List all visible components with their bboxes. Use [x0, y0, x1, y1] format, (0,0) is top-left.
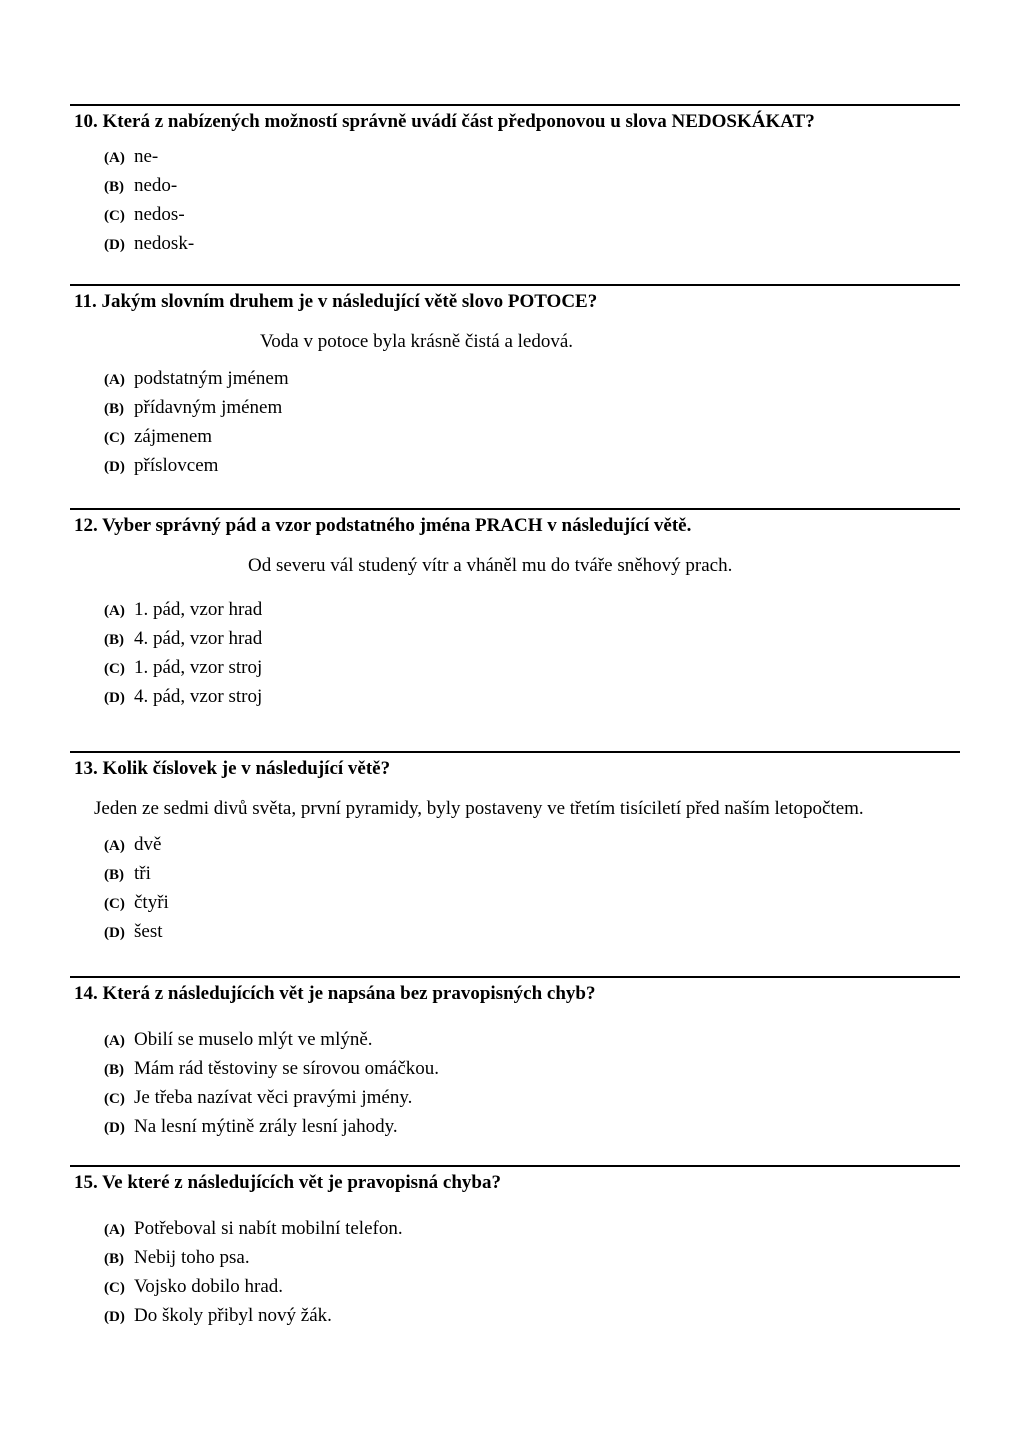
option-letter: (B)	[104, 1062, 124, 1078]
question-13	[70, 751, 960, 946]
option-text: nedos-	[134, 204, 185, 225]
option-list	[104, 364, 960, 480]
option-b[interactable]	[104, 1054, 960, 1083]
example-sentence: Od severu vál studený vítr a vháněl mu do tváře sněhový prach.	[248, 555, 733, 576]
option-text: šest	[134, 921, 163, 942]
option-list	[104, 142, 960, 258]
question-title: 10. Která z nabízených možností správně uvádí část předponovou u slova NEDOSKÁKAT?	[74, 111, 815, 132]
option-letter: (C)	[104, 1280, 125, 1296]
option-c[interactable]	[104, 200, 960, 229]
question-title: 12. Vyber správný pád a vzor podstatného jména PRACH v následující větě.	[74, 515, 692, 536]
option-d[interactable]	[104, 229, 960, 258]
question-title: 14. Která z následujících vět je napsána bez pravopisných chyb?	[74, 983, 596, 1004]
option-list	[104, 595, 960, 711]
option-text: Do školy přibyl nový žák.	[134, 1305, 332, 1326]
option-text: Potřeboval si nabít mobilní telefon.	[134, 1218, 403, 1239]
option-text: Vojsko dobilo hrad.	[134, 1276, 284, 1297]
option-c[interactable]	[104, 1272, 960, 1301]
question-11	[70, 284, 960, 480]
option-letter: (D)	[104, 459, 125, 475]
option-text: Mám rád těstoviny se sírovou omáčkou.	[134, 1058, 440, 1079]
option-letter: (B)	[104, 179, 124, 195]
option-text: příslovcem	[134, 455, 219, 476]
question-divider	[70, 284, 960, 286]
option-text: nedo-	[134, 175, 178, 196]
question-14	[70, 976, 960, 1141]
question-title: 13. Kolik číslovek je v následující větě?	[74, 758, 391, 779]
option-letter: (B)	[104, 401, 124, 417]
option-b[interactable]	[104, 624, 960, 653]
option-letter: (C)	[104, 896, 125, 912]
option-b[interactable]	[104, 859, 960, 888]
option-letter: (A)	[104, 1222, 125, 1238]
option-letter: (B)	[104, 632, 124, 648]
option-letter: (D)	[104, 690, 125, 706]
option-a[interactable]	[104, 364, 960, 393]
option-letter: (A)	[104, 150, 125, 166]
option-letter: (B)	[104, 1251, 124, 1267]
option-letter: (D)	[104, 925, 125, 941]
option-text: 1. pád, vzor stroj	[134, 657, 263, 678]
option-c[interactable]	[104, 422, 960, 451]
option-text: podstatným jménem	[134, 368, 289, 389]
option-c[interactable]	[104, 1083, 960, 1112]
option-letter: (D)	[104, 1309, 125, 1325]
option-letter: (C)	[104, 430, 125, 446]
option-text: čtyři	[134, 892, 169, 913]
option-text: 4. pád, vzor stroj	[134, 686, 263, 707]
option-letter: (A)	[104, 372, 125, 388]
question-10	[70, 104, 960, 258]
question-12	[70, 508, 960, 711]
option-letter: (D)	[104, 237, 125, 253]
option-a[interactable]	[104, 595, 960, 624]
option-text: ne-	[134, 146, 159, 167]
question-divider	[70, 104, 960, 106]
option-text: Nebij toho psa.	[134, 1247, 250, 1268]
option-a[interactable]	[104, 142, 960, 171]
option-list	[104, 1214, 960, 1330]
example-sentence: Jeden ze sedmi divů světa, první pyramidy, byly postaveny ve třetím tisíciletí před naším letopočtem.	[94, 798, 864, 819]
option-list	[104, 1025, 960, 1141]
option-list	[104, 830, 960, 946]
option-a[interactable]	[104, 1025, 960, 1054]
option-a[interactable]	[104, 1214, 960, 1243]
option-text: Je třeba nazívat věci pravými jmény.	[134, 1087, 413, 1108]
option-letter: (C)	[104, 661, 125, 677]
question-divider	[70, 1165, 960, 1167]
option-d[interactable]	[104, 1301, 960, 1330]
option-letter: (D)	[104, 1120, 125, 1136]
option-text: Obilí se muselo mlýt ve mlýně.	[134, 1029, 373, 1050]
option-letter: (A)	[104, 603, 125, 619]
option-c[interactable]	[104, 653, 960, 682]
option-b[interactable]	[104, 171, 960, 200]
option-text: Na lesní mýtině zrály lesní jahody.	[134, 1116, 398, 1137]
option-c[interactable]	[104, 888, 960, 917]
question-divider	[70, 508, 960, 510]
option-d[interactable]	[104, 682, 960, 711]
option-text: nedosk-	[134, 233, 195, 254]
option-b[interactable]	[104, 1243, 960, 1272]
option-letter: (A)	[104, 1033, 125, 1049]
option-text: zájmenem	[134, 426, 213, 447]
option-d[interactable]	[104, 917, 960, 946]
option-a[interactable]	[104, 830, 960, 859]
question-15	[70, 1165, 960, 1330]
question-divider	[70, 976, 960, 978]
option-text: tři	[134, 863, 151, 884]
option-text: přídavným jménem	[134, 397, 283, 418]
option-text: 1. pád, vzor hrad	[134, 599, 263, 620]
option-text: dvě	[134, 834, 162, 855]
option-d[interactable]	[104, 451, 960, 480]
question-divider	[70, 751, 960, 753]
option-b[interactable]	[104, 393, 960, 422]
option-text: 4. pád, vzor hrad	[134, 628, 263, 649]
option-letter: (B)	[104, 867, 124, 883]
option-letter: (A)	[104, 838, 125, 854]
option-letter: (C)	[104, 1091, 125, 1107]
question-title: 11. Jakým slovním druhem je v následující větě slovo POTOCE?	[74, 291, 598, 312]
example-sentence: Voda v potoce byla krásně čistá a ledová.	[260, 331, 574, 352]
option-d[interactable]	[104, 1112, 960, 1141]
question-title: 15. Ve které z následujících vět je pravopisná chyba?	[74, 1172, 501, 1193]
option-letter: (C)	[104, 208, 125, 224]
